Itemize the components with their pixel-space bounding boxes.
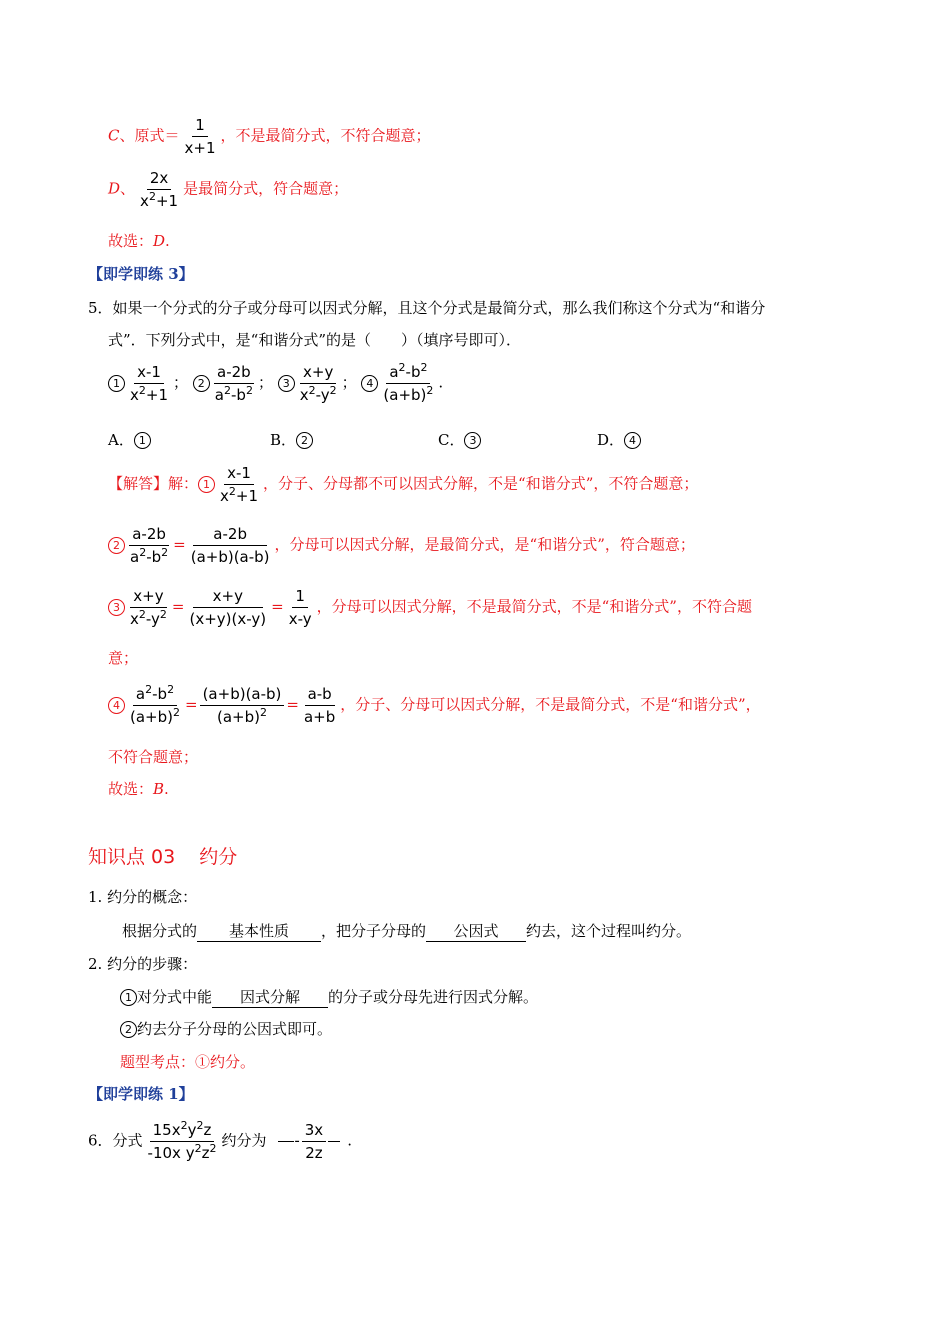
fraction: $\frac{a-2b}{a^2-b^2}$ (214, 363, 253, 404)
fraction: $\frac{(a+b)(a-b)}{(a+b)^2}$ (200, 684, 285, 727)
option-d[interactable]: D． 4 (597, 429, 641, 450)
answer-choice: 故选：B. (108, 780, 169, 798)
answer-line-1: 【解答】解： 1 $\frac{x-1}{x^2+1}$ ，分子、分母都不可以因式分解，不是“和谐分式”，不符合题意； (108, 464, 699, 505)
choice-line: 故选：D. (108, 232, 170, 250)
question-6: 6．分式 $\frac{15x^2y^2z}{-10x y^2z^2}$ 约分为 - $\frac{3x}{2z}$ . (88, 1119, 353, 1162)
circled-number: 3 (278, 375, 295, 392)
answer-line-4: 4 $\frac{a^2-b^2}{(a+b)^2}$ = $\frac{(a+b)(a-b)}{(a+b)^2}$ = $\frac{a-b}{a+b}$ ，分子、分母可以因式分解，不是最简分式，不是“和谐分式”， (108, 684, 761, 727)
fraction: $\frac{x+y}{(x+y)(x-y)}$ (189, 587, 267, 628)
fraction: $\frac{x-1}{x^2+1}$ (220, 464, 259, 505)
question-5-fractions: 1 $\frac{x-1}{x^2+1}$ ； 2 $\frac{a-2b}{a^2-b^2}$ ； 3 $\frac{x+y}{x^2-y^2}$ ； 4 $\frac{a^2-b^2}{(a+b)^2}$ . (108, 362, 443, 405)
fill-blank: 基本性质 (197, 920, 321, 942)
fraction: $\frac{a^2-b^2}{(a+b)^2}$ (130, 683, 180, 726)
concept-heading: 1. 约分的概念： (88, 888, 198, 906)
fraction: $\frac{3x}{2z}$ (302, 1120, 326, 1163)
type-note: 题型考点：①约分。 (120, 1053, 256, 1071)
answer-line-2: 2 $\frac{a-2b}{a^2-b^2}$ = $\frac{a-2b}{(a+b)(a-b)}$ ，分母可以因式分解，是最简分式，是“和谐分式”，符合题意； (108, 524, 695, 567)
option-d-label: D (108, 179, 121, 198)
concept-line: 根据分式的 基本性质 ，把分子分母的 公因式 约去，这个过程叫约分。 (122, 922, 692, 940)
fill-blank: 因式分解 (212, 986, 328, 1008)
steps-heading: 2. 约分的步骤： (88, 955, 198, 973)
fraction: $\frac{x+y}{x^2-y^2}$ (299, 363, 337, 404)
option-b[interactable]: B． 2 (270, 429, 313, 450)
answer-line-4-cont: 不符合题意； (108, 748, 199, 766)
section-number: 知识点 03 (88, 846, 176, 868)
circled-number: 4 (361, 375, 378, 392)
step-2: 2 约去分子分母的公因式即可。 (120, 1018, 332, 1039)
practice-heading-1: 【即学即练 1】 (88, 1085, 194, 1103)
question-5-line1: 5．如果一个分式的分子或分母可以因式分解，且这个分式是最简分式，那么我们称这个分式为“和谐分 (88, 299, 766, 317)
fraction: $\frac{2x}{x^2+1}$ (140, 169, 179, 210)
fraction: $\frac{x+y}{x^2-y^2}$ (130, 587, 167, 628)
circled-number: 2 (193, 375, 210, 392)
option-a[interactable]: A． 1 (108, 429, 151, 450)
option-c-label: C (108, 126, 120, 145)
fraction: $\frac{1}{x-y}$ (288, 587, 312, 628)
practice-heading-3: 【即学即练 3】 (88, 265, 194, 283)
section-title: 约分 (199, 846, 238, 868)
fraction: $\frac{a-b}{a+b}$ (303, 685, 336, 726)
question-5-line2: 式”．下列分式中，是“和谐分式”的是（ ）（填序号即可）． (108, 331, 522, 349)
fraction: $\frac{x-1}{x^2+1}$ (130, 363, 169, 404)
fraction: $\frac{a^2-b^2}{(a+b)^2}$ (383, 361, 434, 404)
step-1: 1 对分式中能 因式分解 的分子或分母先进行因式分解。 (120, 986, 538, 1008)
circled-number: 1 (108, 375, 125, 392)
answer-line-3: 3 $\frac{x+y}{x^2-y^2}$ = $\frac{x+y}{(x+y)(x-y)}$ = $\frac{1}{x-y}$ ，分母可以因式分解，不是最简分式，不是“和谐分式”，不符合题 (108, 586, 752, 629)
solution-line-c: C、原式＝ $\frac{1}{x+1}$ ，不是最简分式，不符合题意； (108, 116, 431, 157)
solution-line-d: D、 $\frac{2x}{x^2+1}$ 是最简分式，符合题意； (108, 169, 349, 210)
fraction: $\frac{a-2b}{a^2-b^2}$ (130, 525, 169, 566)
option-c[interactable]: C． 3 (438, 429, 481, 450)
fill-blank: 公因式 (426, 920, 526, 942)
fraction: $\frac{15x^2y^2z}{-10x y^2z^2}$ (147, 1119, 217, 1162)
answer-line-3-cont: 意； (108, 649, 139, 667)
answer-blank: - $\frac{3x}{2z}$ (271, 1120, 347, 1163)
section-heading (88, 842, 237, 869)
fraction: $\frac{1}{x+1}$ (184, 116, 216, 157)
fraction: $\frac{a-2b}{(a+b)(a-b)}$ (190, 525, 270, 566)
